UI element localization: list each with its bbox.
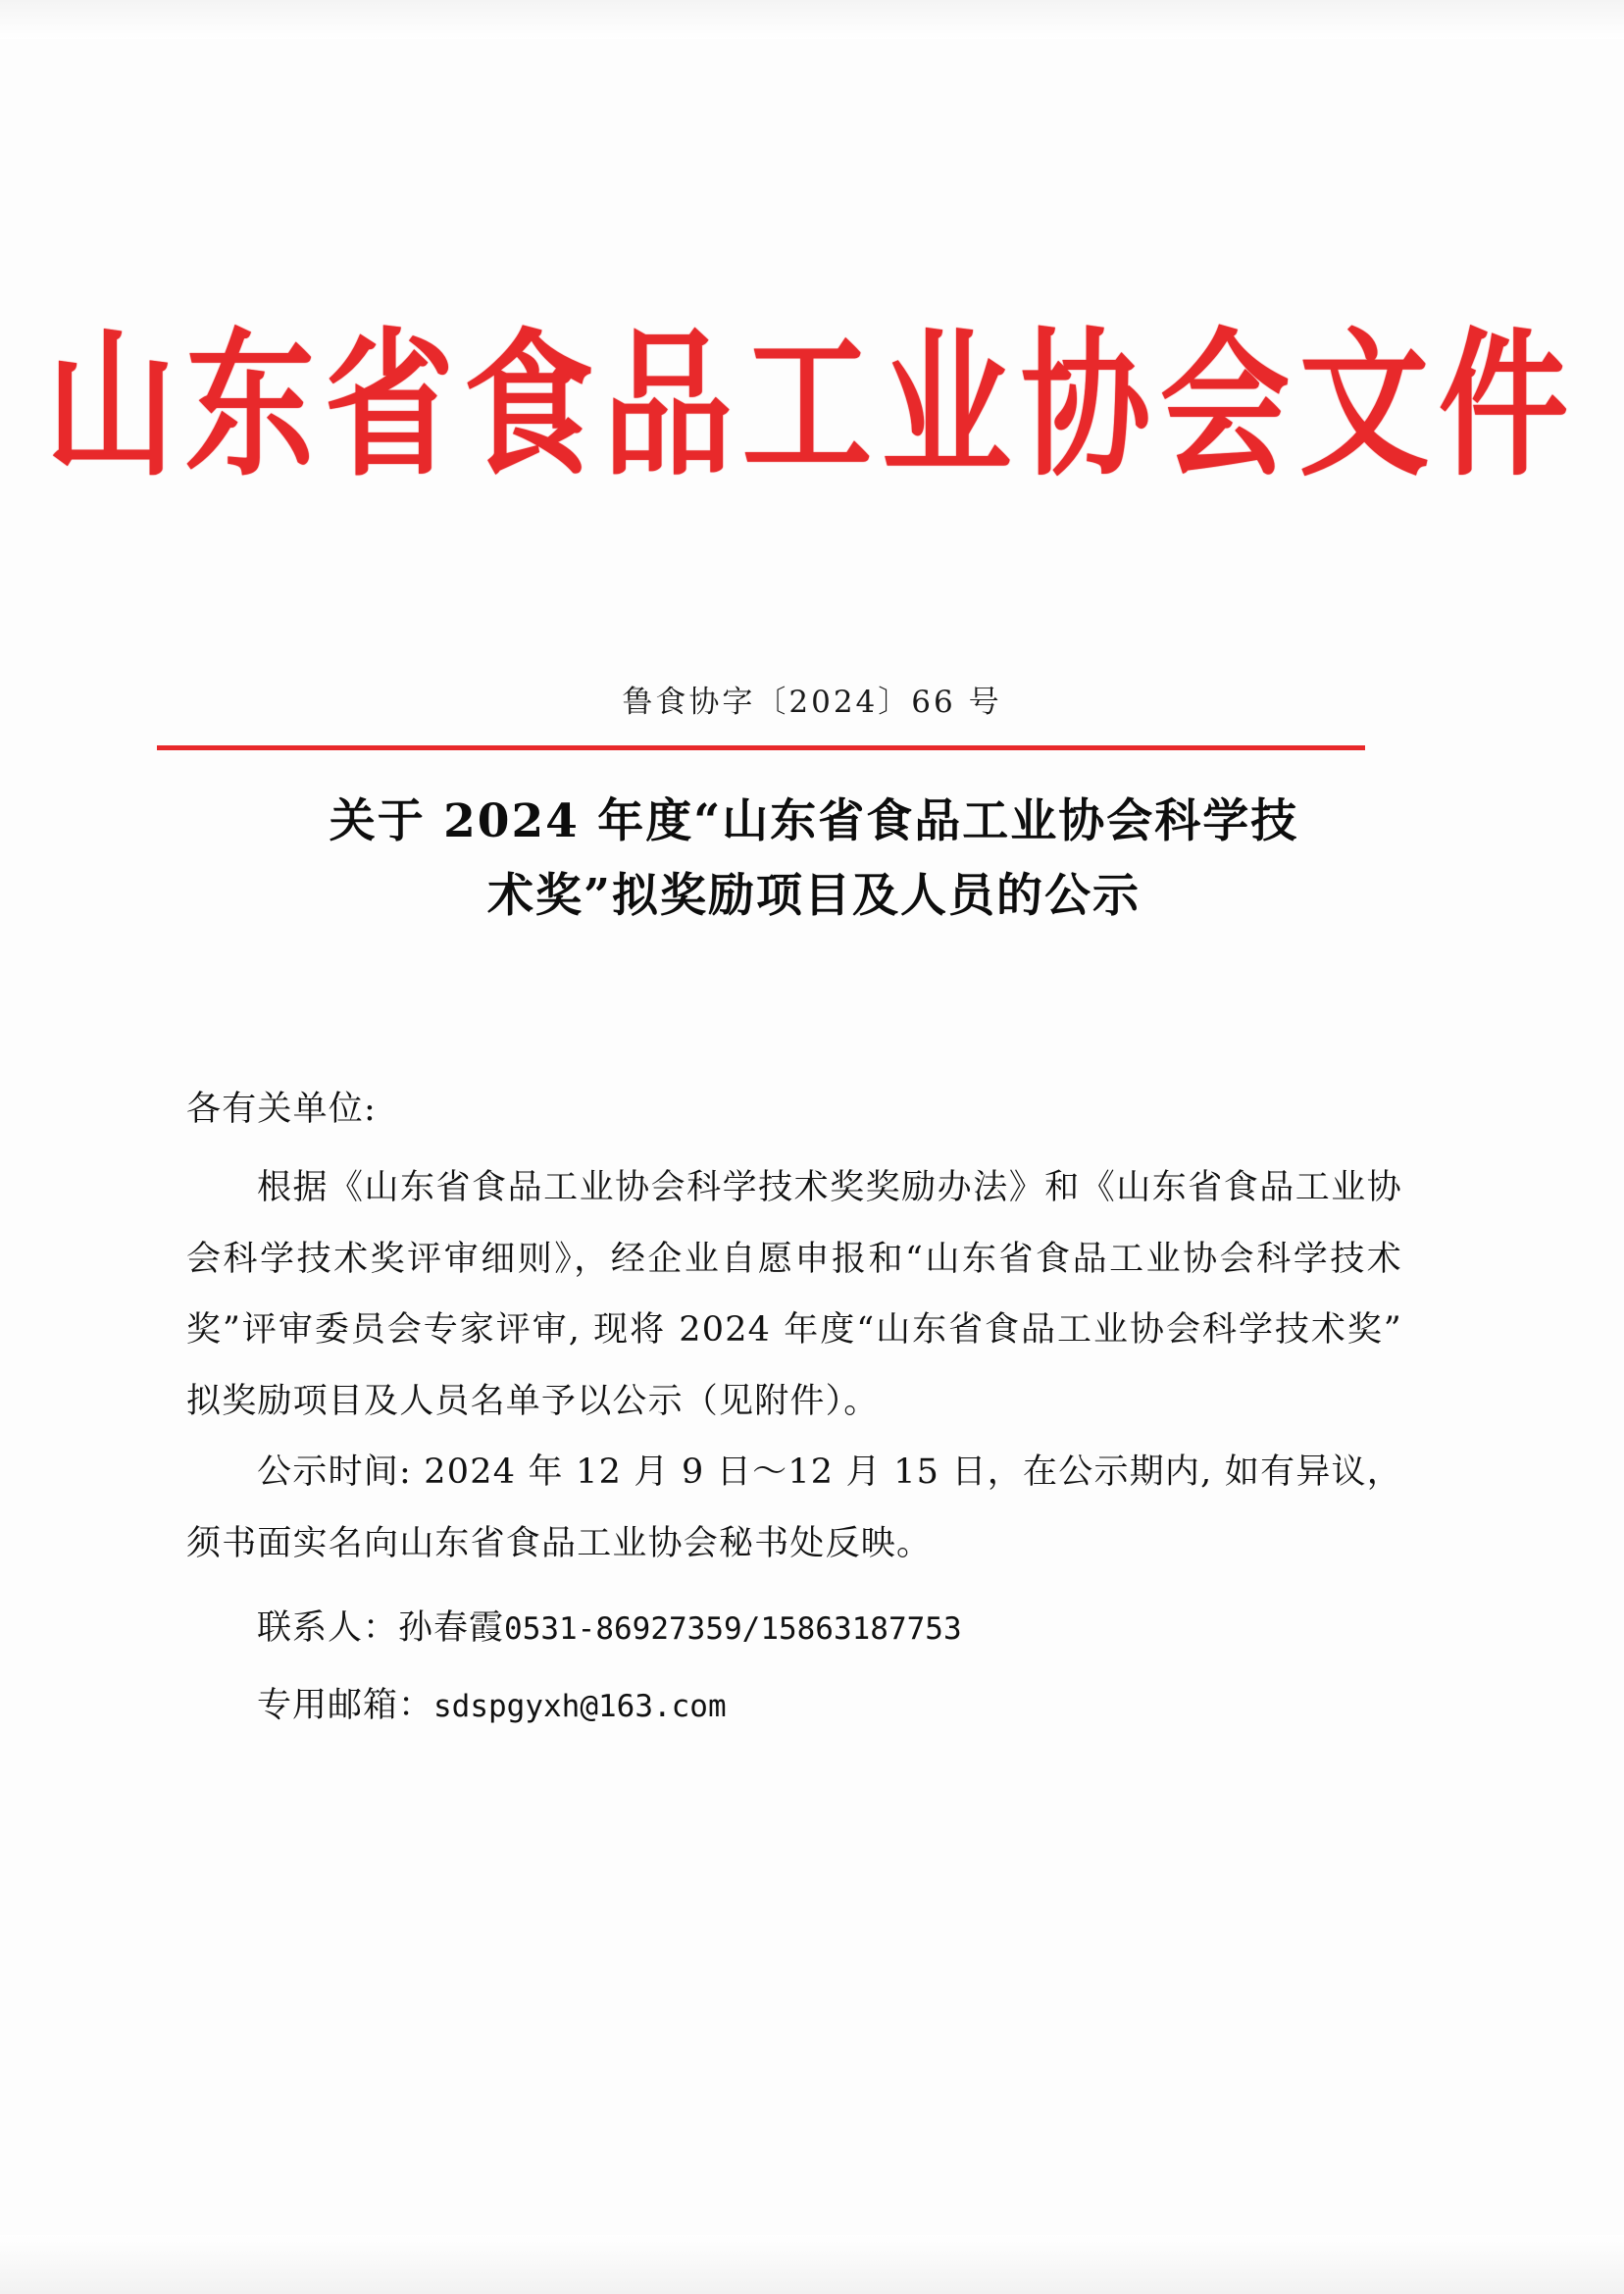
contact-person-line <box>186 1593 1402 1663</box>
contact-block <box>186 1593 1402 1741</box>
page-title <box>186 785 1442 934</box>
salutation: 各有关单位: <box>186 1090 377 1129</box>
contact-name: 孙春霞 <box>398 1608 505 1649</box>
document-number: 鲁食协字〔2024〕66 号 <box>622 685 1002 720</box>
contact-label: 联系人： <box>257 1608 399 1649</box>
page-title-line-2: 术奖”拟奖励项目及人员的公示 <box>486 869 1142 924</box>
email-label: 专用邮箱： <box>257 1685 434 1725</box>
email-value: sdspgyxh@163.com <box>433 1688 727 1724</box>
contact-phone: 0531-86927359/15863187753 <box>504 1611 962 1648</box>
scan-edge-bottom <box>0 2235 1624 2294</box>
document-body <box>186 1074 1402 1741</box>
contact-email-line <box>186 1670 1402 1741</box>
red-divider-rule <box>157 745 1365 750</box>
scan-edge-top <box>0 0 1624 39</box>
body-paragraph-2: 公示时间: 2024 年 12 月 9 日～12 月 15 日，在公示期内, 如有异议，须书面实名向山东省食品工业协会秘书处反映。 <box>186 1453 1402 1563</box>
masthead-title: 山东省食品工业协会文件 <box>46 313 1578 499</box>
body-paragraph-1: 根据《山东省食品工业协会科学技术奖奖励办法》和《山东省食品工业协会科学技术奖评审细则》，经企业自愿申报和“山东省食品工业协会科学技术奖”评审委员会专家评审, 现将 2024 年度“山东省食品工业协会科学技术奖”拟奖励项目及人员名单予以公示（见附件）。 <box>186 1168 1402 1421</box>
page-title-line-1: 关于 2024 年度“山东省食品工业协会科学技 <box>329 794 1299 848</box>
